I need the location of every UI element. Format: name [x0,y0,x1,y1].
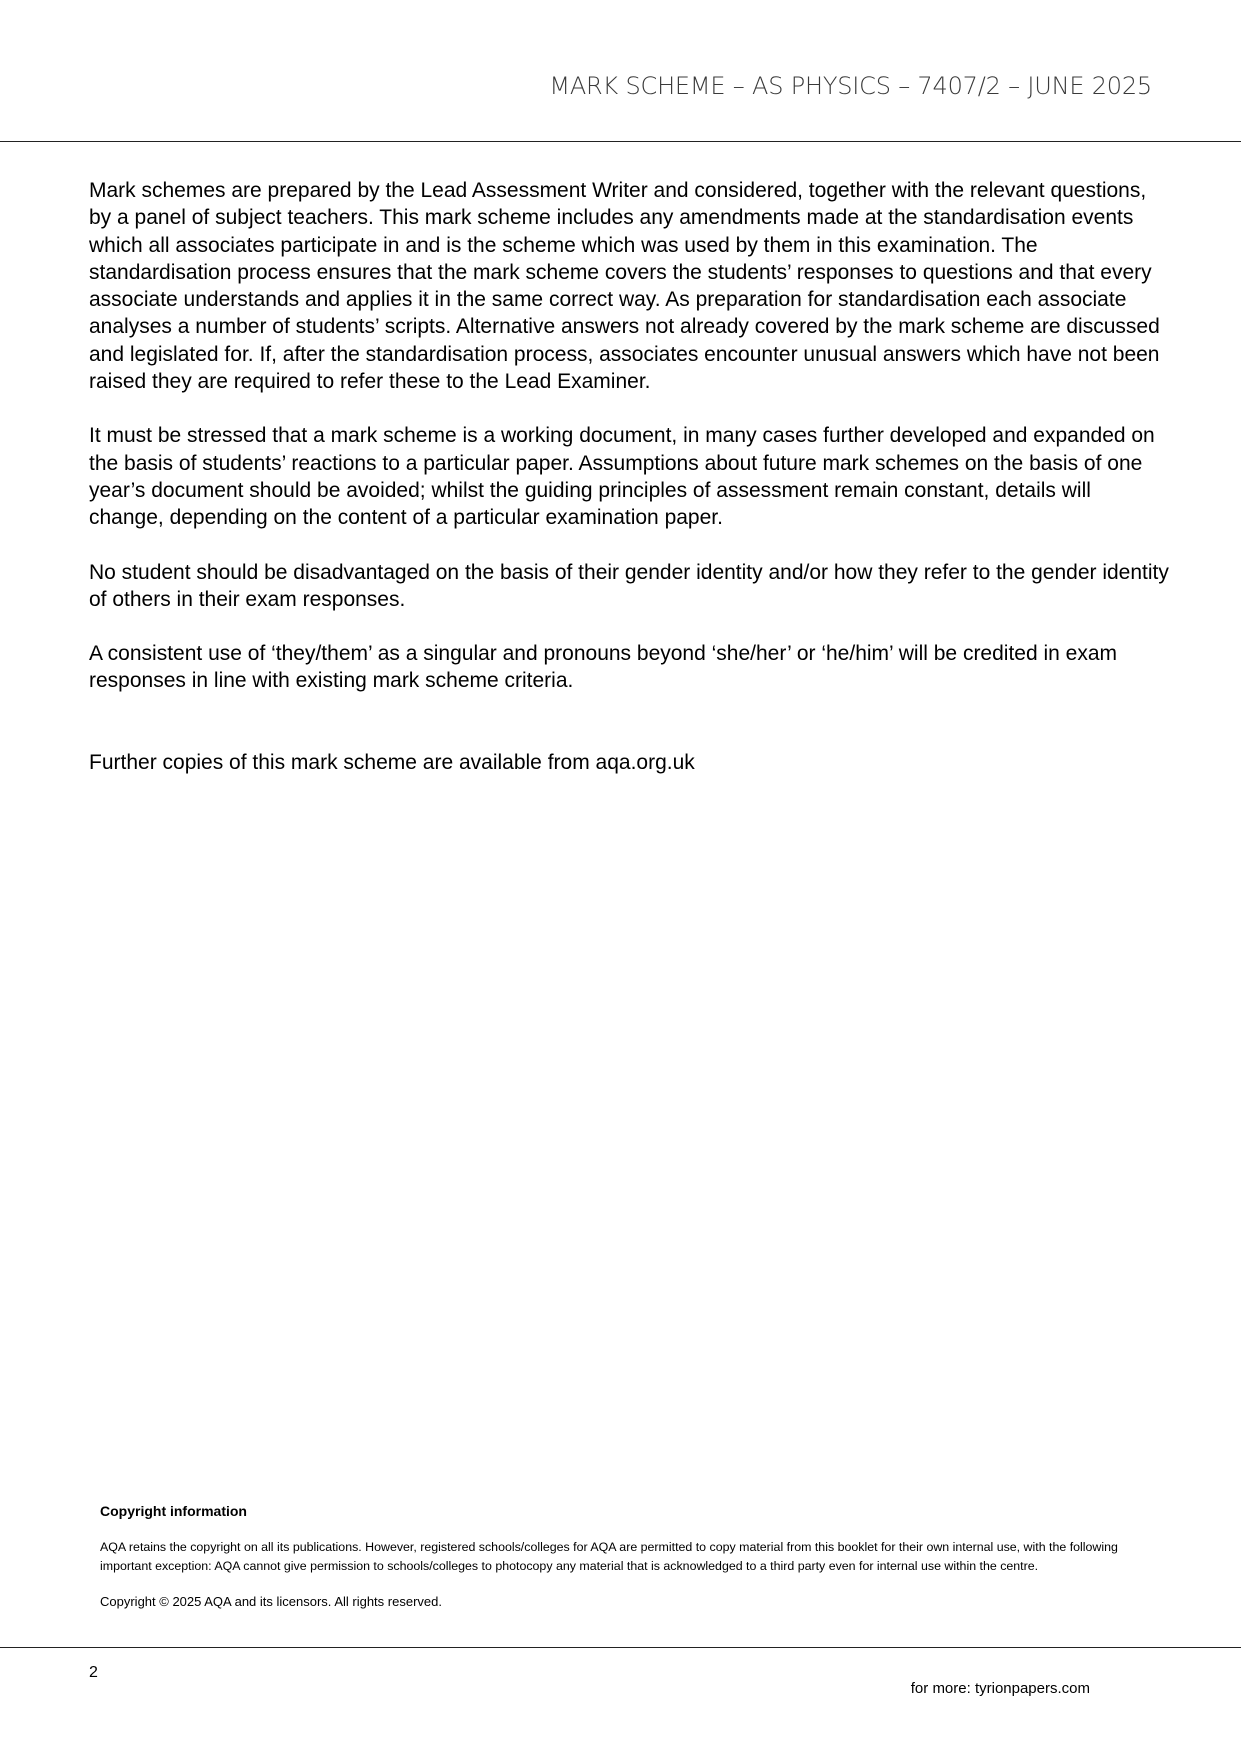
paragraph-working-document: It must be stressed that a mark scheme is a working document, in many cases further developed and expanded on the basis of students’ reactions to a particular paper. Assumptions about future mark schemes on the basis of one year’s document should be avoided; whilst the guiding principles of assessment remain constant, details will change, depending on the content of a particular examination paper. [89,424,1155,530]
header-divider [0,141,1241,142]
main-body [89,177,1169,776]
page-number: 2 [89,1664,98,1681]
footer-link[interactable]: for more: tyrionpapers.com [910,1680,1090,1697]
copyright-body: AQA retains the copyright on all its publications. However, registered schools/colleges for AQA are permitted to copy material from this booklet for their own internal use, with the following important exception: AQA cannot give permission to schools/colleges to photocopy any material that is acknowledged to a third party even for internal use within the centre. [100,1540,1118,1573]
copyright-title: Copyright information [100,1503,247,1519]
paragraph-pronouns: A consistent use of ‘they/them’ as a singular and pronouns beyond ‘she/her’ or ‘he/him’ will be credited in exam responses in line with existing mark scheme criteria. [89,642,1118,693]
footer-divider [0,1647,1241,1648]
paragraph-gender-identity: No student should be disadvantaged on the basis of their gender identity and/or how they refer to the gender identity of others in their exam responses. [89,560,1169,611]
paragraph-further-copies: Further copies of this mark scheme are available from aqa.org.uk [89,750,695,774]
copyright-rights: Copyright © 2025 AQA and its licensors. All rights reserved. [100,1594,442,1610]
copyright-section [100,1502,1130,1611]
paragraph-mark-scheme-preparation: Mark schemes are prepared by the Lead Assessment Writer and considered, together with the relevant questions, by a panel of subject teachers. This mark scheme includes any amendments made at the standardisation events which all associates participate in and is the scheme which was used by them in this examination. The standardisation process ensures that the mark scheme covers the students’ responses to questions and that every associate understands and applies it in the same correct way. As preparation for standardisation each associate analyses a number of students’ scripts. Alternative answers not already covered by the mark scheme are discussed and legislated for. If, after the standardisation process, associates encounter unusual answers which have not been raised they are required to refer these to the Lead Examiner. [89,179,1160,394]
page-header-title: MARK SCHEME – AS PHYSICS – 7407/2 – JUNE 2025 [549,72,1152,100]
